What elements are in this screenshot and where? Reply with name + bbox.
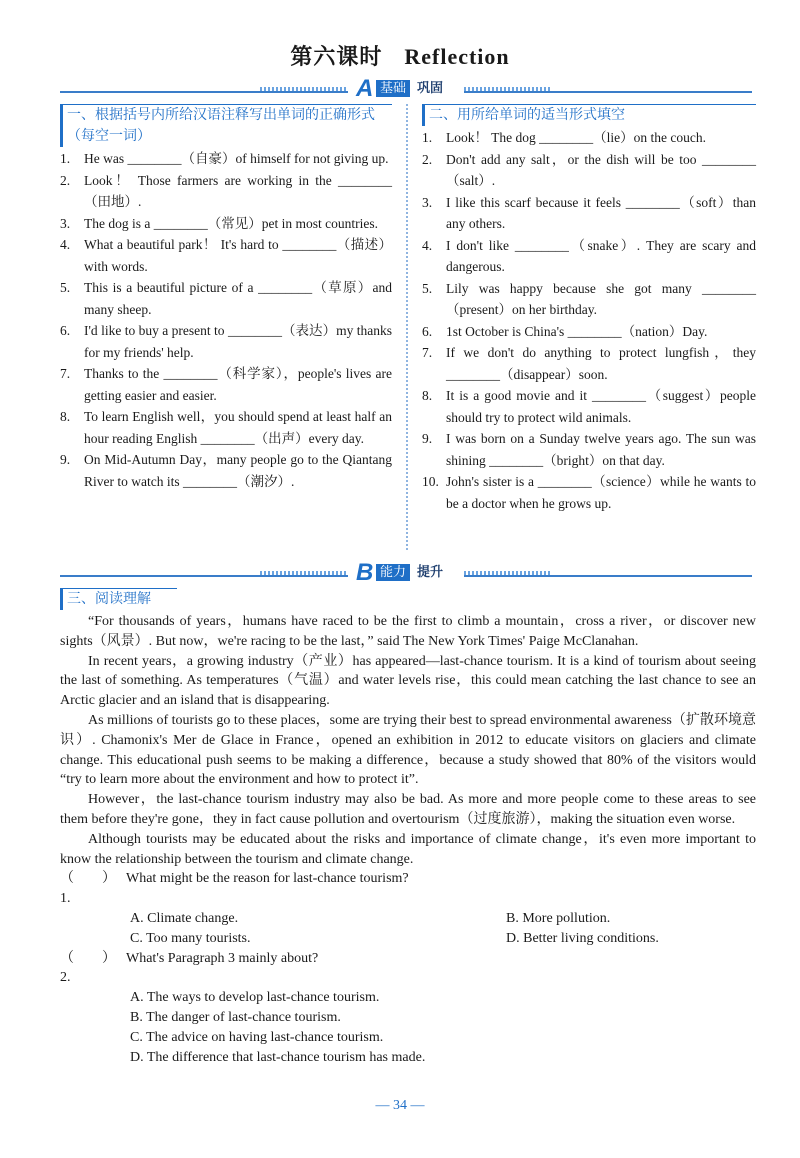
section-1-heading: 一、根据括号内所给汉语注释写出单词的正确形式（每空一词）	[60, 104, 392, 147]
section2-item	[422, 385, 756, 428]
item-text[interactable]: He was ________（自豪）of himself for not giving up.	[84, 151, 389, 166]
paragraph-1: “For thousands of years，humans have raced to be the first to climb a mountain，cross a river，or discover new sights（风景）. But now，we're racing to be the last，” said The New York Times' Paige McClanahan.	[60, 614, 756, 649]
item-number: 4.	[60, 237, 71, 252]
item-text[interactable]: What a beautiful park！ It's hard to ________（描述）with words.	[84, 237, 392, 274]
band-b-divider	[60, 559, 752, 586]
section2-item	[422, 342, 756, 385]
section-2-heading: 二、用所给单词的适当形式填空	[422, 104, 756, 126]
item-text[interactable]: I like this scarf because it feels ________（soft）than any others.	[446, 194, 756, 231]
item-text[interactable]: Look！ Those farmers are working in the ________（田地）.	[84, 172, 392, 209]
question-2-answer-blank[interactable]: （ ）2.	[60, 950, 116, 986]
band-b-letter: B	[356, 559, 374, 586]
q1-option-a[interactable]: A. Climate change.	[130, 910, 239, 926]
section2-item	[422, 235, 756, 278]
item-number: 7.	[60, 366, 71, 381]
item-number: 2.	[422, 151, 433, 167]
section1-item	[60, 213, 392, 235]
item-number: 3.	[422, 194, 433, 210]
item-text[interactable]: John's sister is a ________（science）while he wants to be a doctor when he grows up.	[446, 474, 756, 511]
band-a-letter: A	[356, 75, 374, 102]
q2-option-b[interactable]: B. The danger of last-chance tourism.	[130, 1009, 341, 1025]
title-chinese: 第六课时	[290, 44, 383, 69]
item-number: 9.	[422, 431, 433, 446]
band-a-tag-basic: 基础	[376, 80, 410, 97]
section1-item	[60, 234, 392, 277]
question-2	[60, 949, 756, 989]
item-number: 1.	[422, 130, 433, 145]
item-text[interactable]: Lily was happy because she got many ________（present）on her birthday.	[446, 280, 756, 317]
band-a-divider	[60, 75, 752, 102]
item-number: 8.	[60, 409, 71, 424]
band-b-tag-improve: 提升	[417, 565, 444, 580]
item-text[interactable]: The dog is a ________（常见）pet in most countries.	[84, 215, 378, 231]
section2-item	[422, 127, 756, 149]
section2-item	[422, 149, 756, 192]
section1-item	[60, 170, 392, 213]
item-number: 5.	[60, 280, 71, 295]
section-2	[422, 104, 756, 514]
item-number: 2.	[60, 172, 71, 188]
section1-item	[60, 449, 392, 492]
question-1-stem: What might be the reason for last-chance tourism?	[126, 871, 409, 887]
q2-option-d[interactable]: D. The difference that last-chance tourism has made.	[130, 1049, 426, 1065]
question-1-answer-blank[interactable]: （ ）1.	[60, 871, 116, 907]
item-text[interactable]: To learn English well，you should spend at least half an hour reading English ________（出声）every day.	[84, 409, 392, 446]
item-number: 5.	[422, 280, 433, 296]
item-text[interactable]: Don't add any salt，or the dish will be too ________（salt）.	[446, 151, 756, 188]
q1-option-b[interactable]: B. More pollution.	[506, 910, 611, 926]
item-text[interactable]: I'd like to buy a present to ________（表达）my thanks for my friends' help.	[84, 323, 392, 360]
q2-option-c[interactable]: C. The advice on having last-chance tourism.	[130, 1029, 384, 1045]
section2-item	[422, 471, 756, 514]
item-text[interactable]: 1st October is China's ________（nation）Day.	[446, 323, 708, 339]
section-1	[60, 104, 392, 492]
item-text[interactable]: If we don't do anything to protect lungfish，they ________（disappear）soon.	[446, 345, 756, 382]
section2-item	[422, 278, 756, 321]
section2-item	[422, 321, 756, 343]
item-number: 3.	[60, 215, 71, 231]
item-number: 8.	[422, 388, 433, 403]
band-b-badge	[356, 559, 456, 586]
item-number: 10.	[422, 474, 439, 489]
item-number: 6.	[422, 323, 433, 339]
q2-option-a[interactable]: A. The ways to develop last-chance tourism.	[130, 990, 380, 1006]
page-title	[0, 40, 800, 71]
item-number: 6.	[60, 323, 71, 338]
q1-option-d[interactable]: D. Better living conditions.	[506, 930, 659, 946]
item-number: 9.	[60, 452, 71, 467]
band-a-tag-consolidate: 巩固	[417, 81, 444, 96]
page-number: — 34 —	[375, 1098, 425, 1113]
title-english: Reflection	[404, 44, 510, 69]
band-a-badge	[356, 75, 456, 102]
item-text[interactable]: It is a good movie and it ________（suggest）people should try to protect wild animals.	[446, 388, 756, 425]
item-number: 1.	[60, 151, 71, 166]
paragraph-2: In recent years，a growing industry（产业）has appeared—last-chance tourism. It is a kind of tourism about seeing the last of something. As temperatures（气温）and water levels rise，this could mean catching the last chance to see an Arctic glacier and an island that is disappearing.	[60, 653, 756, 709]
paragraph-4: However，the last-chance tourism industry may also be bad. As more and more people come to these areas to see them before they're gone，they in fact cause pollution and overtourism（过度旅游），making the situation even worse.	[60, 792, 756, 827]
question-1-options	[130, 909, 756, 949]
section-3-reading	[60, 588, 756, 1067]
section1-item	[60, 277, 392, 320]
item-text[interactable]: Thanks to the ________（科学家），people's lives are getting easier and easier.	[84, 366, 392, 403]
item-text[interactable]: Look！ The dog ________（lie）on the couch.	[446, 130, 706, 145]
item-text[interactable]: I was born on a Sunday twelve years ago. The sun was shining ________（bright）on that day.	[446, 431, 756, 468]
item-text[interactable]: I don't like ________（snake）. They are scary and dangerous.	[446, 237, 756, 274]
item-number: 7.	[422, 345, 433, 360]
section2-item	[422, 192, 756, 235]
band-b-tag-ability: 能力	[376, 564, 410, 581]
section-3-heading: 三、阅读理解	[60, 588, 177, 610]
item-text[interactable]: On Mid-Autumn Day，many people go to the Qiantang River to watch its ________（潮汐）.	[84, 452, 392, 489]
section2-item	[422, 428, 756, 471]
q1-option-c[interactable]: C. Too many tourists.	[130, 930, 251, 946]
section1-item	[60, 320, 392, 363]
section1-item	[60, 406, 392, 449]
section1-item	[60, 363, 392, 406]
item-text[interactable]: This is a beautiful picture of a ________（草原）and many sheep.	[84, 280, 392, 317]
paragraph-5: Although tourists may be educated about the risks and importance of climate change，it's even more important to know the relationship between the tourism and climate change.	[60, 831, 756, 867]
question-2-stem: What's Paragraph 3 mainly about?	[126, 950, 319, 966]
item-number: 4.	[422, 237, 433, 253]
question-1	[60, 869, 756, 909]
paragraph-3: As millions of tourists go to these places，some are trying their best to spread environmental awareness（扩散环境意识）. Chamonix's Mer de Glace in France，opened an exhibition in 2012 to educate visitors on glaciers and climate change. This educational push seems to be making a difference，because a study showed that 80% of the visitors would “try to learn more about the environment and how to protect it”.	[60, 712, 756, 788]
column-divider	[406, 104, 408, 550]
section1-item	[60, 148, 392, 170]
